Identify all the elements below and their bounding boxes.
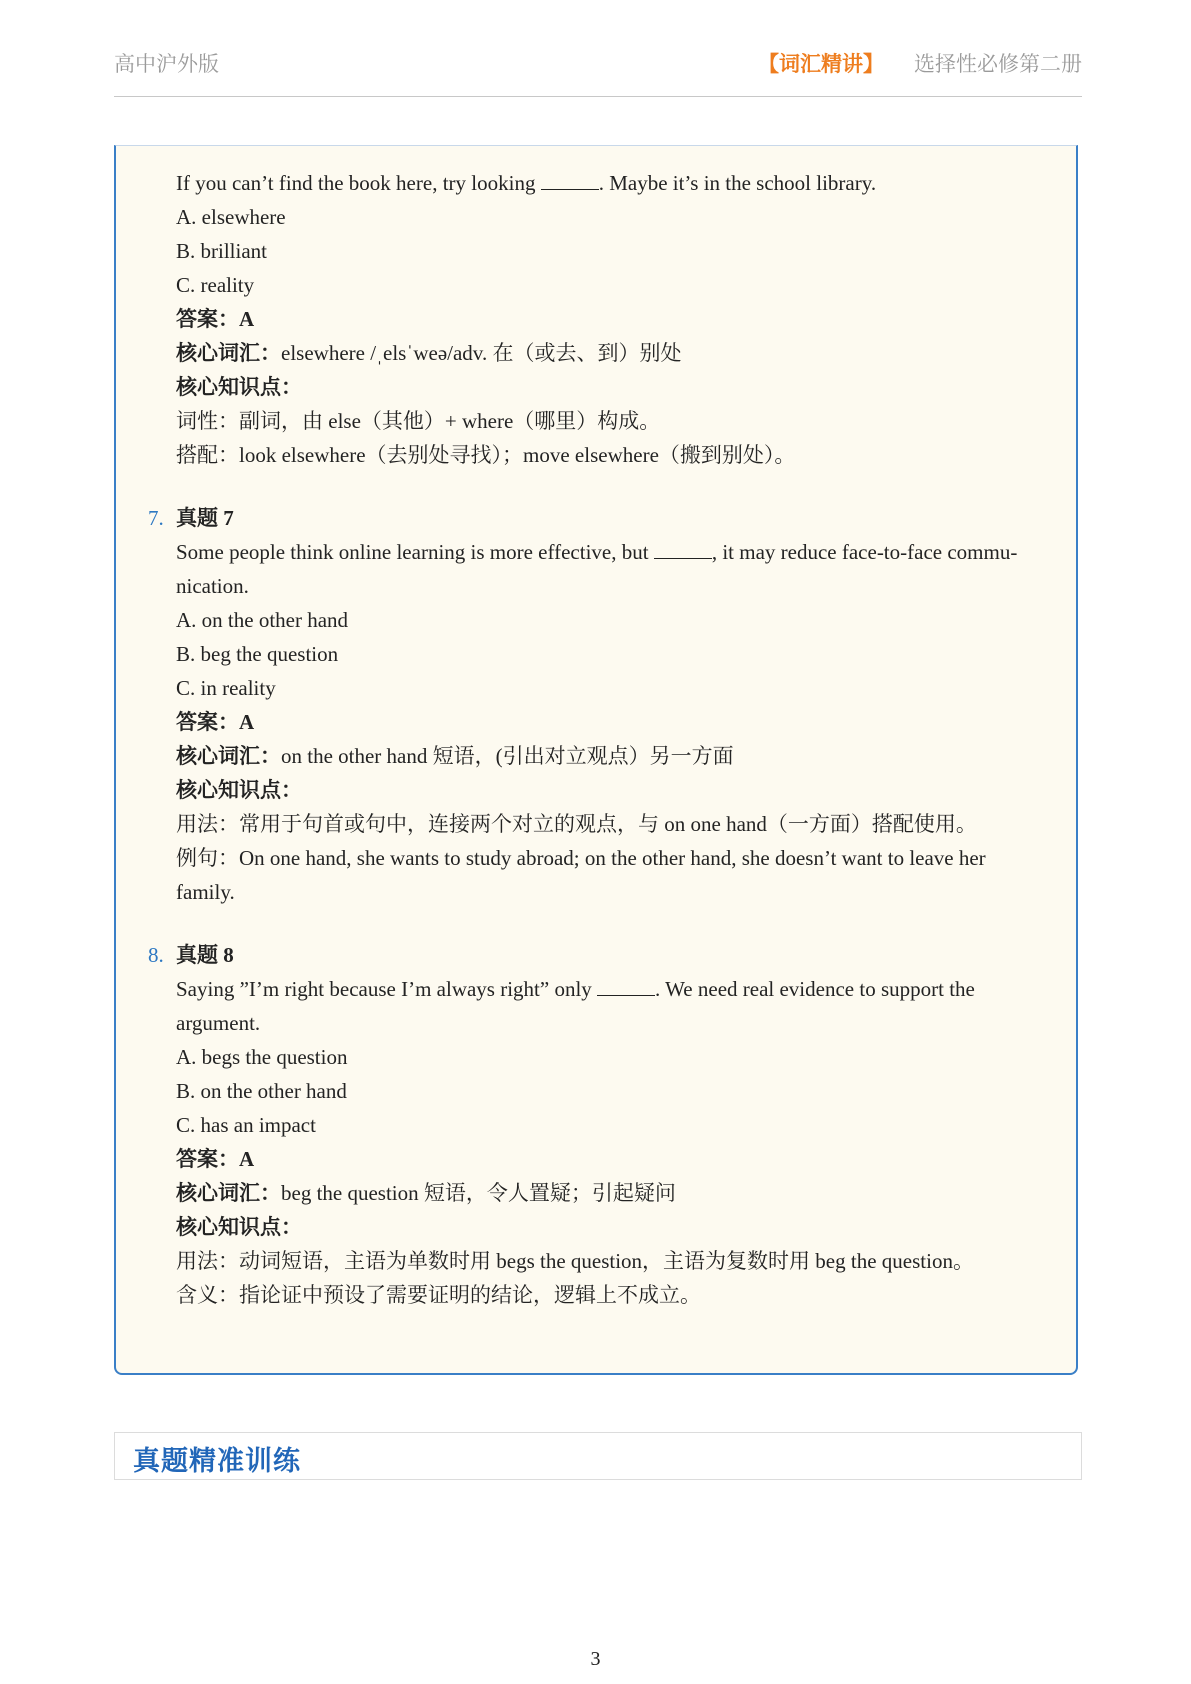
q8-stem-cont: argument. bbox=[176, 1011, 261, 1035]
page-number: 3 bbox=[590, 1648, 601, 1670]
q7-stem bbox=[176, 535, 1017, 569]
vocab-card bbox=[114, 145, 1078, 1375]
q6-answer-label: 答案： bbox=[176, 307, 239, 331]
page-header bbox=[114, 44, 1082, 97]
q8-option-c: C. has an impact bbox=[176, 1113, 316, 1137]
q7-point-2: 例句：On one hand, she wants to study abroad; on the other hand, she doesn’t want to leave her bbox=[176, 846, 986, 870]
q8-core-vocab bbox=[176, 1176, 676, 1210]
q7-stem-cont: nication. bbox=[176, 574, 249, 598]
q7-option-c: C. in reality bbox=[176, 676, 276, 700]
q6-answer bbox=[176, 302, 254, 336]
q8-core-label: 核心词汇： bbox=[176, 1181, 281, 1205]
q6-core-text: elsewhere /ˌelsˈweə/adv. 在（或去、到）别处 bbox=[281, 341, 682, 365]
q7-points-label: 核心知识点： bbox=[176, 778, 302, 802]
q6-option-c: C. reality bbox=[176, 273, 255, 297]
q7-number: 7. bbox=[148, 506, 164, 530]
q8-answer-value: A bbox=[239, 1147, 255, 1171]
q7-option-a: A. on the other hand bbox=[176, 608, 349, 632]
q8-option-a: A. begs the question bbox=[176, 1045, 348, 1069]
q6-core-vocab bbox=[176, 336, 681, 370]
q8-points-label: 核心知识点： bbox=[176, 1215, 302, 1239]
q8-answer-label: 答案： bbox=[176, 1147, 239, 1171]
q7-option-b: B. beg the question bbox=[176, 642, 339, 666]
q6-stem bbox=[176, 166, 876, 200]
q7-core-label: 核心词汇： bbox=[176, 744, 281, 768]
header-book: 选择性必修第二册 bbox=[914, 52, 1082, 76]
q8-stem-a: Saying ”I’m right because I’m always right” only bbox=[176, 977, 592, 1001]
q6-point-1: 词性：副词，由 else（其他）+ where（哪里）构成。 bbox=[176, 409, 661, 433]
q7-answer-label: 答案： bbox=[176, 710, 239, 734]
q6-option-a: A. elsewhere bbox=[176, 205, 286, 229]
q8-stem-b: . We need real evidence to support the bbox=[655, 977, 975, 1001]
q6-stem-a: If you can’t find the book here, try looking bbox=[176, 171, 536, 195]
q7-point-2-cont: family. bbox=[176, 880, 235, 904]
q7-stem-a: Some people think online learning is more effective, but bbox=[176, 540, 649, 564]
q6-point-2: 搭配：look elsewhere（去别处寻找）；move elsewhere（搬到别处）。 bbox=[176, 443, 796, 467]
q8-option-b: B. on the other hand bbox=[176, 1079, 347, 1103]
q7-core-vocab bbox=[176, 739, 734, 773]
q7-point-1: 用法：常用于句首或句中，连接两个对立的观点，与 on one hand（一方面）搭配使用。 bbox=[176, 812, 977, 836]
q8-point-1: 用法：动词短语，主语为单数时用 begs the question，主语为复数时用 beg the question。 bbox=[176, 1249, 974, 1273]
q8-core-text: beg the question 短语，令人置疑；引起疑问 bbox=[281, 1181, 676, 1205]
header-grade: 高中沪外版 bbox=[114, 52, 219, 76]
q8-point-2: 含义：指论证中预设了需要证明的结论，逻辑上不成立。 bbox=[176, 1283, 701, 1307]
q8-blank bbox=[597, 977, 655, 996]
section-heading-box bbox=[114, 1432, 1082, 1480]
q6-points-label: 核心知识点： bbox=[176, 375, 302, 399]
q6-option-b: B. brilliant bbox=[176, 239, 267, 263]
q7-title: 真题 7 bbox=[176, 506, 234, 530]
header-tag: 【词汇精讲】 bbox=[758, 52, 884, 76]
q7-core-text: on the other hand 短语，(引出对立观点）另一方面 bbox=[281, 744, 734, 768]
q6-stem-b: . Maybe it’s in the school library. bbox=[598, 171, 877, 195]
section-title: 真题精准训练 bbox=[133, 1446, 301, 1477]
header-right bbox=[758, 48, 1082, 78]
q8-number: 8. bbox=[148, 943, 164, 967]
q7-answer-value: A bbox=[239, 710, 255, 734]
q6-answer-value: A bbox=[239, 307, 255, 331]
q8-title: 真题 8 bbox=[176, 943, 234, 967]
q7-stem-b: , it may reduce face-to-face commu- bbox=[711, 540, 1018, 564]
q8-answer bbox=[176, 1142, 254, 1176]
q7-blank bbox=[654, 540, 712, 559]
q8-stem bbox=[176, 972, 975, 1006]
q7-answer bbox=[176, 705, 254, 739]
q6-core-label: 核心词汇： bbox=[176, 341, 281, 365]
q6-blank bbox=[541, 171, 599, 190]
